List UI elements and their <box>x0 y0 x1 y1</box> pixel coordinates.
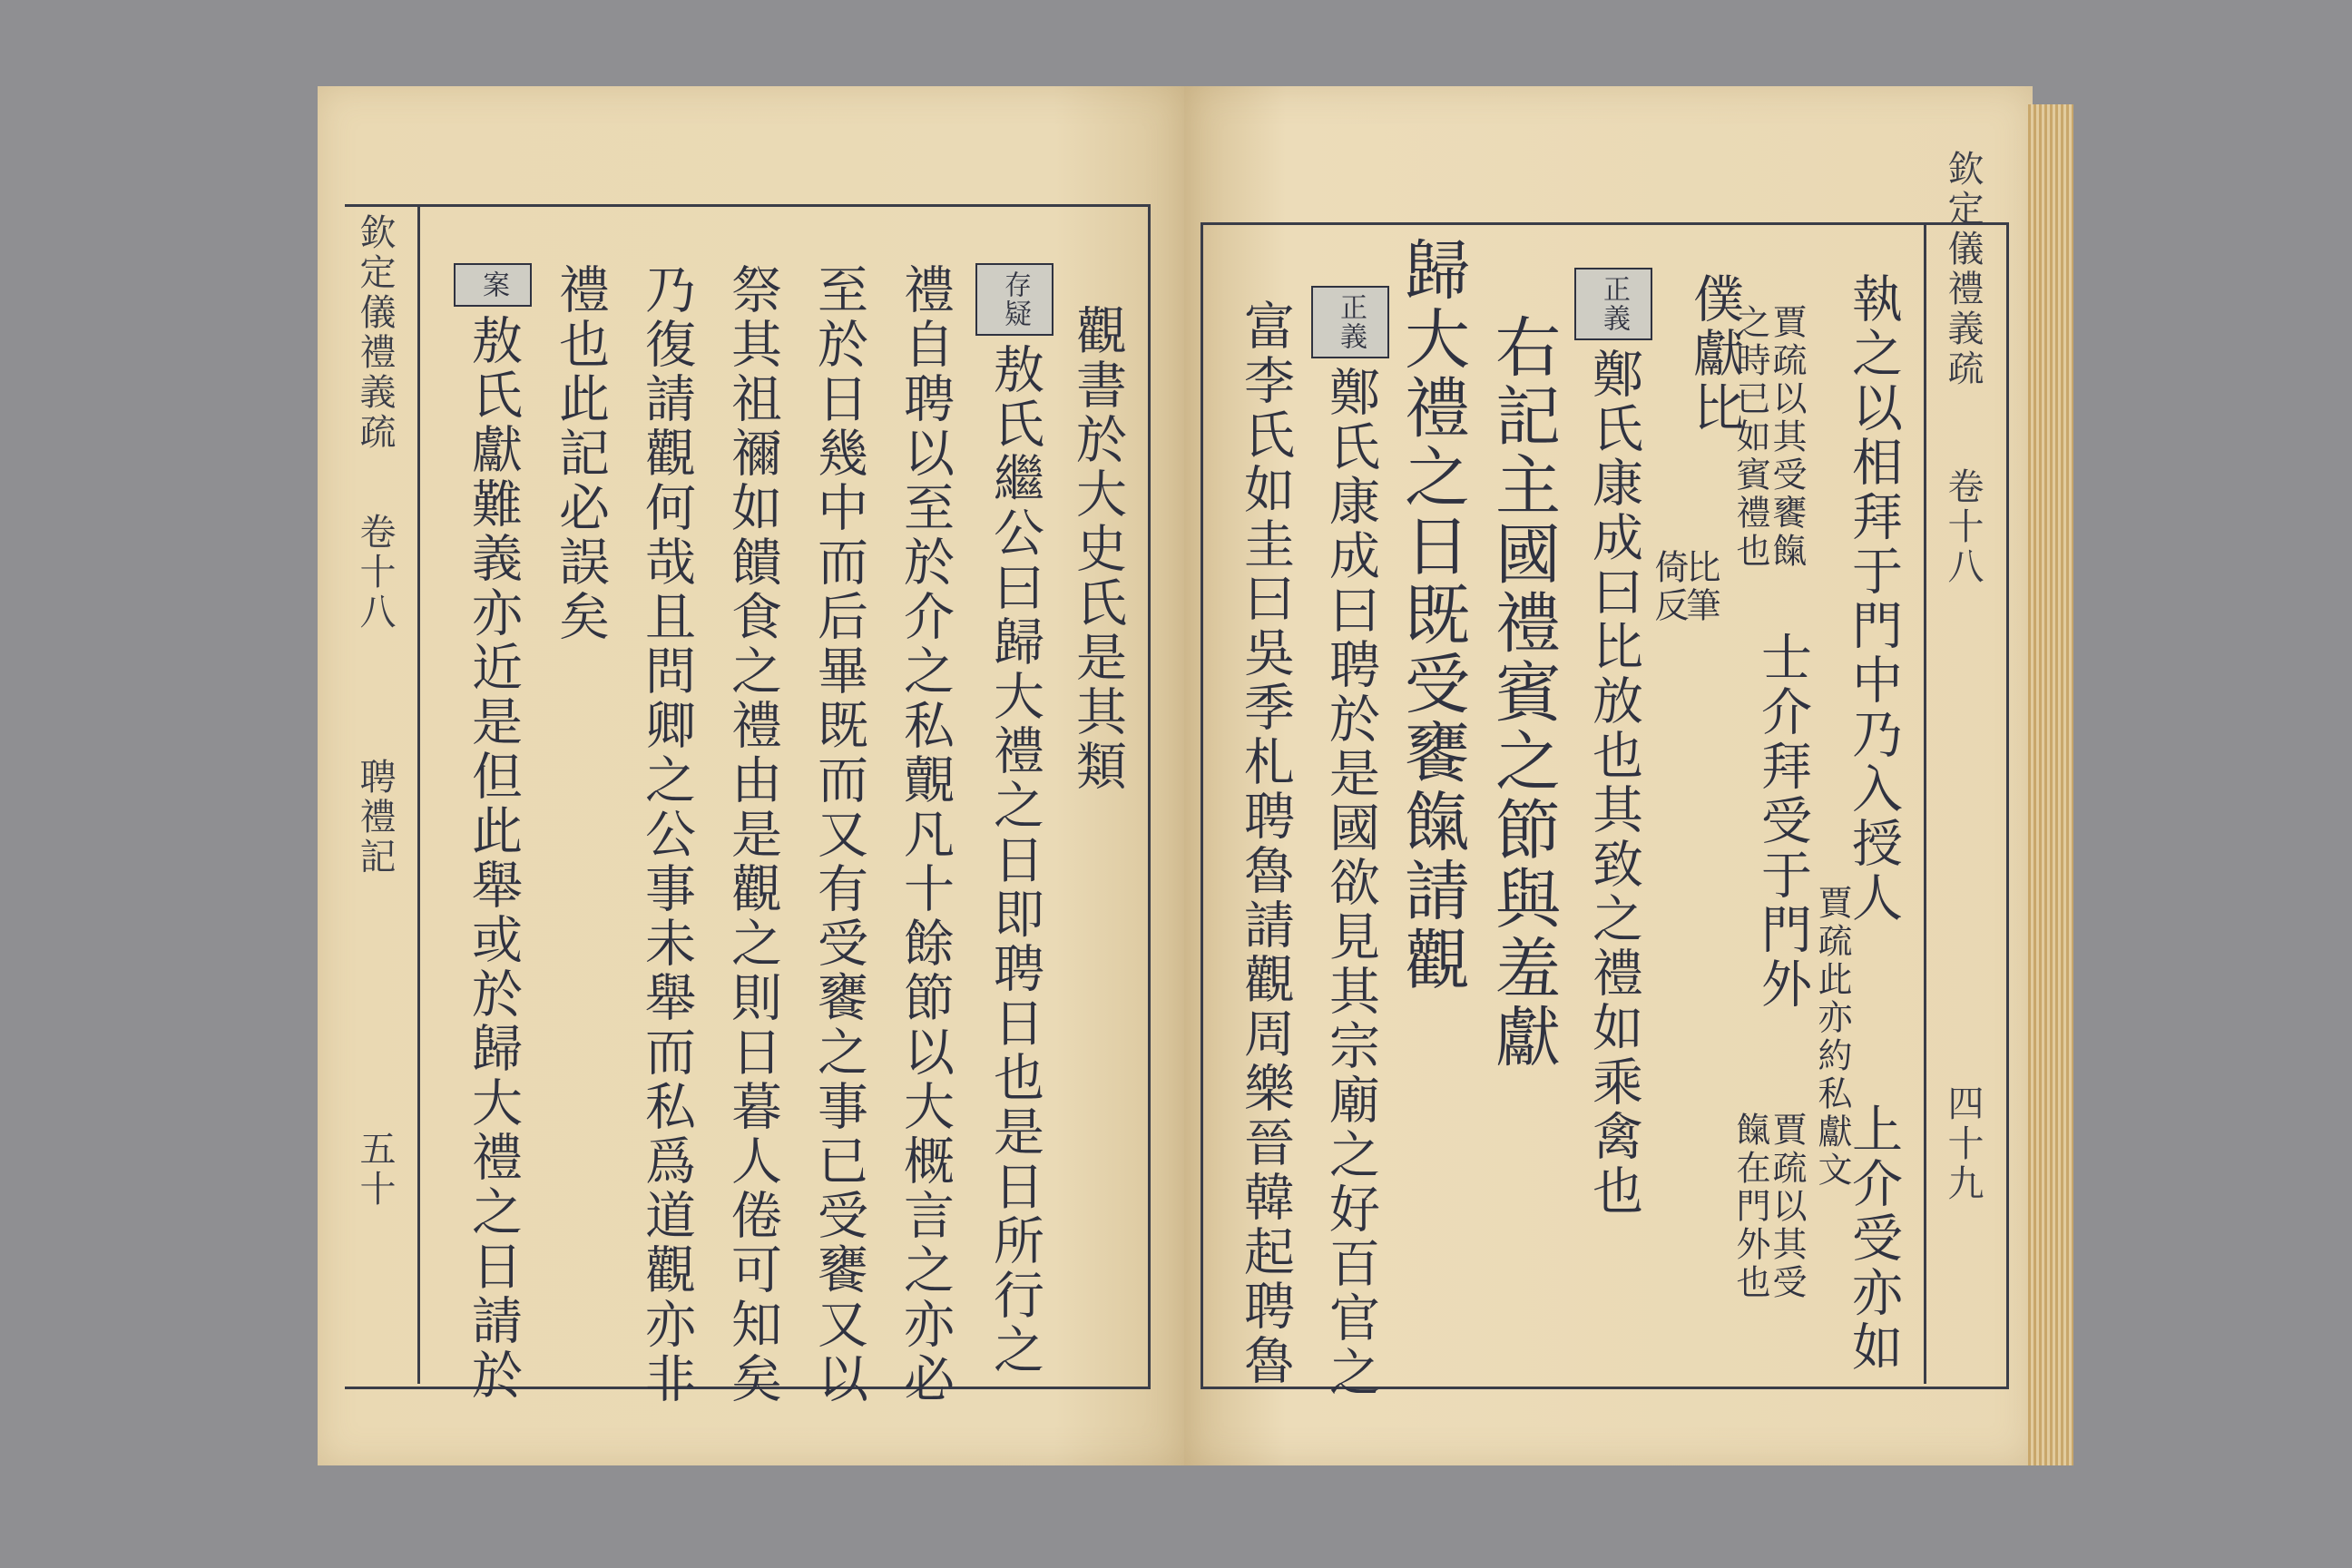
text-column: 乃復請觀何哉且問卿之公事未舉而私爲道觀亦非 <box>637 263 696 1406</box>
commentary-column: 倚反 <box>1649 549 1689 625</box>
annotation-tag: 正義 <box>1574 268 1652 340</box>
text-column: 案敖氏獻難義亦近是但此舉或於歸大禮之日請於 <box>454 263 532 1403</box>
text-column: 禮也此記必誤矣 <box>551 263 610 644</box>
text-column: 執之以相拜于門中乃入授人 <box>1844 272 1903 926</box>
right-page-number: 四十九 <box>1942 1084 1984 1204</box>
text-column: 僕獻比 <box>1685 272 1744 436</box>
commentary-column: 賈疏以其受 <box>1767 1112 1807 1302</box>
text-column: 祭其祖禰如饋食之禮由是觀之則日暮人倦可知矣 <box>723 263 782 1406</box>
right-page <box>1184 86 2033 1465</box>
annotation-tag: 案 <box>454 263 532 307</box>
commentary-column: 餼在門外也 <box>1730 1112 1770 1302</box>
text-column: 士介拜受于門外 <box>1753 631 1812 1012</box>
commentary-column: 賈疏此亦約私獻文 <box>1812 885 1852 1190</box>
text-column: 上介受亦如 <box>1844 1102 1903 1375</box>
left-margin-section: 聘禮記 <box>354 758 396 877</box>
text-column: 至於日幾中而后畢既而又有受饔之事已受饔又以 <box>809 263 868 1406</box>
right-margin-chapter: 卷十八 <box>1942 467 1984 587</box>
right-margin-divider <box>1924 225 1926 1384</box>
left-page <box>318 86 1184 1465</box>
section-heading: 右記主國禮賓之節與羞獻 <box>1485 313 1561 1072</box>
annotation-tag: 正義 <box>1311 286 1389 358</box>
left-margin-title: 欽定儀禮義疏 <box>354 213 396 453</box>
left-page-number: 五十 <box>354 1130 396 1210</box>
left-margin-divider <box>417 207 420 1384</box>
annotation-tag: 存疑 <box>975 263 1054 336</box>
text-column: 正義鄭氏康成曰聘於是國欲見其宗廟之好百官之 <box>1311 286 1389 1400</box>
text-column: 觀書於大史氏是其類 <box>1068 304 1127 794</box>
left-margin-chapter: 卷十八 <box>354 513 396 632</box>
text-column: 富李氏如圭曰吳季札聘魯請觀周樂晉韓起聘魯 <box>1236 299 1295 1388</box>
open-book <box>299 86 2078 1475</box>
commentary-column: 比筆 <box>1681 549 1720 625</box>
page-edges <box>2028 104 2073 1465</box>
commentary-column: 賈疏以其受饔餼 <box>1767 304 1807 571</box>
section-heading: 歸大禮之日既受饔餼請觀 <box>1394 236 1470 995</box>
right-margin-title: 欽定儀禮義疏 <box>1942 150 1984 389</box>
text-column: 禮自聘以至於介之私覿凡十餘節以大概言之亦必 <box>896 263 955 1406</box>
text-column: 存疑敖氏繼公曰歸大禮之日即聘日也是日所行之 <box>975 263 1054 1377</box>
commentary-column: 之時已如賓禮也 <box>1730 304 1770 571</box>
text-column: 正義鄭氏康成曰比放也其致之禮如乘禽也 <box>1574 268 1652 1219</box>
